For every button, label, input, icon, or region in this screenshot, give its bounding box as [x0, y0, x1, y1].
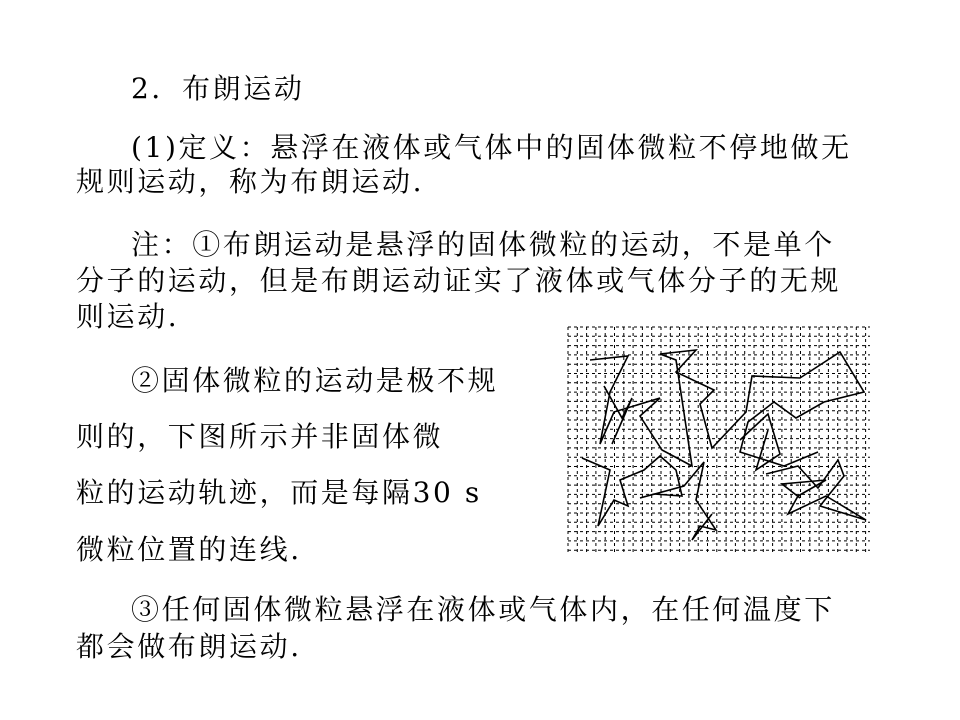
heading: 2．布朗运动 — [131, 72, 305, 105]
particle-position-paths — [582, 350, 866, 540]
note2-line-2: 则的，下图所示并非固体微 — [76, 420, 444, 453]
definition-line-2: 规则运动，称为布朗运动. — [76, 165, 425, 198]
note1-line-1: 注：①布朗运动是悬浮的固体微粒的运动，不是单个 — [131, 228, 835, 261]
note2-line-4: 微粒位置的连线. — [76, 533, 302, 566]
note2-line-1: ②固体微粒的运动是极不规 — [131, 364, 499, 397]
trajectory-path — [582, 456, 716, 540]
trajectory-path — [590, 350, 864, 466]
note3-line-1: ③任何固体微粒悬浮在液体或气体内，在任何温度下 — [131, 593, 835, 626]
trajectory-path — [766, 460, 866, 520]
trajectory-path — [740, 414, 780, 470]
note3-line-2: 都会做布朗运动. — [76, 630, 302, 663]
definition-line-1: (1)定义：悬浮在液体或气体中的固体微粒不停地做无 — [131, 131, 852, 164]
brownian-motion-figure — [566, 325, 872, 557]
note1-line-2: 分子的运动，但是布朗运动证实了液体或气体分子的无规 — [76, 264, 842, 297]
note1-line-3: 则运动. — [76, 300, 180, 333]
trajectory-path — [604, 386, 632, 444]
note2-line-3: 粒的运动轨迹，而是每隔30 s — [76, 476, 482, 509]
